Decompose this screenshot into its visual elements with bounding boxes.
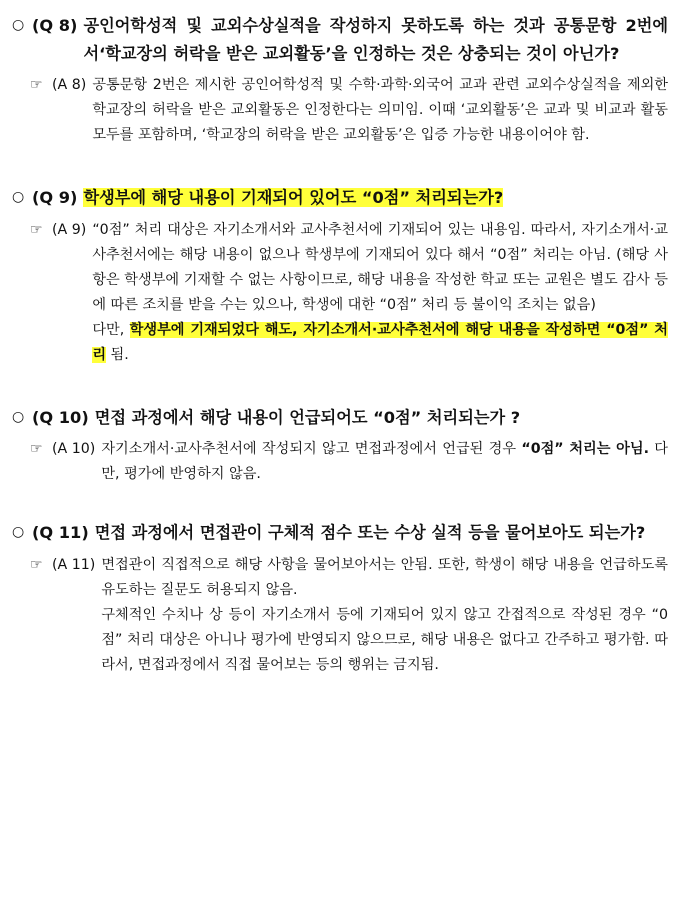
answer-10 xyxy=(12,437,668,487)
answer-body xyxy=(101,553,668,678)
question-id: (Q 9) xyxy=(32,188,78,207)
answer-9 xyxy=(12,218,668,368)
answer-8 xyxy=(12,73,668,148)
answer-paragraph: “0점” 처리 대상은 자기소개서와 교사추천서에 기재되어 있는 내용임. 따라서, 자기소개서·교사추천서에는 해당 내용이 없으나 학생부에 기재되어 있다 해서 “0점” 처리는 아님. (해당 사항은 학생부에 기재할 수 없는 사항이므로, 해당 내용을 작성한 학교 또는 교원은 별도 감사 등에 따른 조치를 받을 수는 있으나, 학생에 대한 “0점” 처리 등 불이익 조치는 없음) xyxy=(92,221,668,313)
answer-id: (A 9) xyxy=(52,221,87,238)
question-id: (Q 11) xyxy=(32,523,89,542)
pointing-hand-icon: ☞ xyxy=(30,556,43,573)
question-9 xyxy=(12,184,668,212)
answer-paragraph: 공통문항 2번은 제시한 공인어학성적 및 수학·과학·외국어 교과 관련 교외수상실적을 제외한 학교장의 허락을 받은 교외활동은 인정한다는 의미임. 이때 ‘교외활동’은 교과 및 비교과 활동 모두를 포함하며, ‘학교장의 허락을 받은 교외활동’은 입증 가능한 내용이어야 함. xyxy=(92,77,668,143)
answer-id: (A 11) xyxy=(52,556,96,573)
answer-bold: “0점” 처리는 아님. xyxy=(521,441,649,457)
question-text-highlighted: 학생부에 해당 내용이 기재되어 있어도 “0점” 처리되는가? xyxy=(83,188,504,207)
answer-body xyxy=(92,218,668,368)
qa-item-9 xyxy=(12,184,668,368)
answer-paragraph: 면접관이 직접적으로 해당 사항을 물어보아서는 안됨. 또한, 학생이 해당 내용을 언급하도록 유도하는 질문도 허용되지 않음. xyxy=(101,556,668,598)
circle-bullet-icon: ○ xyxy=(12,408,25,425)
question-id: (Q 10) xyxy=(32,407,89,427)
pointing-hand-icon: ☞ xyxy=(30,77,43,93)
answer-highlight: 학생부에 기재되었다 해도, 자기소개서·교사추천서에 해당 내용을 작성하면 “0점” 처리 xyxy=(92,321,668,363)
question-id: (Q 8) xyxy=(32,16,78,35)
pointing-hand-icon: ☞ xyxy=(30,221,43,238)
question-text: 면접 과정에서 면접관이 구체적 점수 또는 수상 실적 등을 물어보아도 되는가? xyxy=(94,523,646,542)
question-11 xyxy=(12,519,668,547)
answer-id: (A 10) xyxy=(52,441,96,457)
question-8 xyxy=(12,12,668,67)
qa-item-8 xyxy=(12,12,668,148)
question-text: 공인어학성적 및 교외수상실적을 작성하지 못하도록 하는 것과 공통문항 2번에서‘학교장의 허락을 받은 교외활동’을 인정하는 것은 상충되는 것이 아닌가? xyxy=(83,16,668,63)
answer-id: (A 8) xyxy=(52,77,87,93)
answer-paragraph: 구체적인 수치나 상 등이 자기소개서 등에 기재되어 있지 않고 간접적으로 작성된 경우 “0점” 처리 대상은 아니나 평가에 반영되지 않으므로, 해당 내용은 없다고 간주하고 평가함. 따라서, 면접과정에서 직접 물어보는 등의 행위는 금지됨. xyxy=(101,606,668,673)
question-text: 면접 과정에서 해당 내용이 언급되어도 “0점” 처리되는가 ? xyxy=(94,407,521,427)
pointing-hand-icon: ☞ xyxy=(30,441,43,457)
circle-bullet-icon: ○ xyxy=(12,189,25,205)
answer-body xyxy=(101,437,668,487)
answer-paragraph: 다만, 학생부에 기재되었다 해도, 자기소개서·교사추천서에 해당 내용을 작성하면 “0점” 처리 됨. xyxy=(92,321,668,363)
circle-bullet-icon: ○ xyxy=(12,524,25,540)
answer-11 xyxy=(12,553,668,678)
qa-item-11 xyxy=(12,519,668,678)
question-10 xyxy=(12,404,668,432)
answer-body xyxy=(92,73,668,148)
answer-paragraph: 자기소개서·교사추천서에 작성되지 않고 면접과정에서 언급된 경우 “0점” 처리는 아님. 다만, 평가에 반영하지 않음. xyxy=(101,441,668,482)
qa-item-10 xyxy=(12,404,668,488)
circle-bullet-icon: ○ xyxy=(12,17,25,33)
